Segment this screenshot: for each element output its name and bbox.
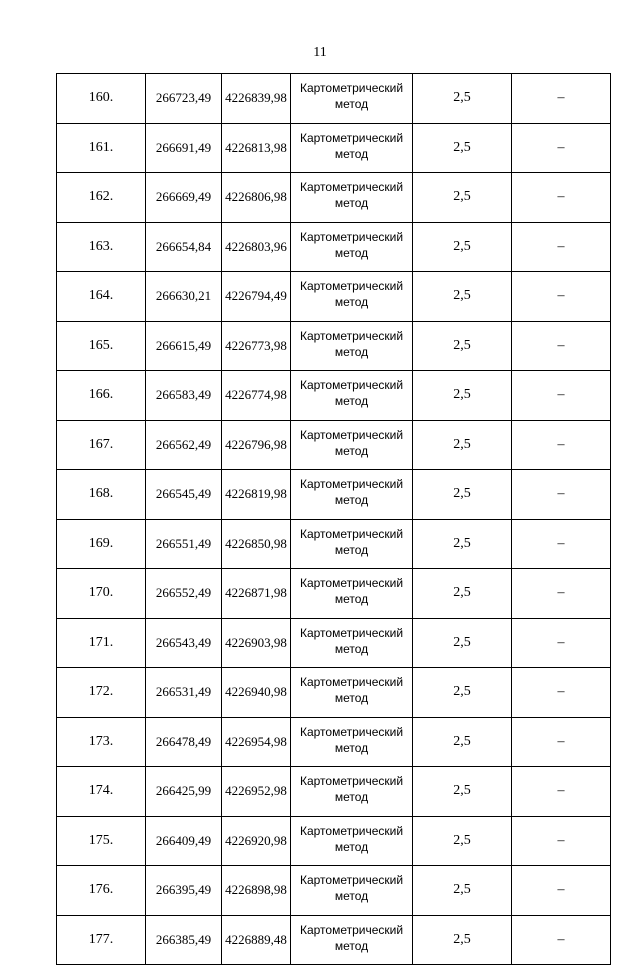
accuracy-cell: 2,5 bbox=[413, 371, 512, 421]
coordinate-x-cell: 266669,49 bbox=[146, 173, 222, 223]
description-cell: – bbox=[512, 74, 611, 124]
accuracy-cell: 2,5 bbox=[413, 74, 512, 124]
method-line-2: метод bbox=[334, 394, 369, 408]
table-row bbox=[57, 519, 611, 569]
method-line-2: метод bbox=[334, 691, 369, 705]
method-line-1: Картометрический bbox=[299, 873, 404, 887]
method-cell bbox=[291, 767, 413, 817]
method-line-2: метод bbox=[334, 493, 369, 507]
point-number-cell: 176. bbox=[57, 866, 146, 916]
method-line-1: Картометрический bbox=[299, 279, 404, 293]
method-line-1: Картометрический bbox=[299, 180, 404, 194]
accuracy-cell: 2,5 bbox=[413, 173, 512, 223]
point-number-cell: 169. bbox=[57, 519, 146, 569]
description-cell: – bbox=[512, 767, 611, 817]
accuracy-cell: 2,5 bbox=[413, 866, 512, 916]
accuracy-cell: 2,5 bbox=[413, 321, 512, 371]
description-cell: – bbox=[512, 866, 611, 916]
method-cell bbox=[291, 915, 413, 965]
point-number-cell: 167. bbox=[57, 420, 146, 470]
point-number-cell: 166. bbox=[57, 371, 146, 421]
coordinate-y-cell: 4226839,98 bbox=[222, 74, 291, 124]
accuracy-cell: 2,5 bbox=[413, 222, 512, 272]
method-cell bbox=[291, 519, 413, 569]
table-row bbox=[57, 569, 611, 619]
point-number-cell: 168. bbox=[57, 470, 146, 520]
coordinate-y-cell: 4226774,98 bbox=[222, 371, 291, 421]
method-cell bbox=[291, 272, 413, 322]
method-line-2: метод bbox=[334, 344, 369, 359]
description-cell: – bbox=[512, 519, 611, 569]
method-line-2: метод bbox=[334, 938, 369, 953]
description-cell: – bbox=[512, 717, 611, 767]
table-row bbox=[57, 123, 611, 173]
accuracy-cell: 2,5 bbox=[413, 767, 512, 817]
point-number-cell: 173. bbox=[57, 717, 146, 767]
method-line-1: Картометрический bbox=[299, 576, 404, 590]
method-line-2: метод bbox=[334, 245, 369, 260]
accuracy-cell: 2,5 bbox=[413, 123, 512, 173]
method-line-1: Картометрический bbox=[299, 774, 404, 788]
method-line-2: метод bbox=[334, 196, 369, 210]
coordinate-y-cell: 4226813,98 bbox=[222, 123, 291, 173]
point-number-cell: 160. bbox=[57, 74, 146, 124]
table-row bbox=[57, 371, 611, 421]
method-cell bbox=[291, 222, 413, 272]
description-cell: – bbox=[512, 321, 611, 371]
method-cell bbox=[291, 470, 413, 520]
method-line-1: Картометрический bbox=[299, 378, 404, 392]
method-line-1: Картометрический bbox=[299, 625, 404, 640]
coordinate-y-cell: 4226806,98 bbox=[222, 173, 291, 223]
method-cell bbox=[291, 816, 413, 866]
coordinate-x-cell: 266545,49 bbox=[146, 470, 222, 520]
coordinate-y-cell: 4226952,98 bbox=[222, 767, 291, 817]
method-line-2: метод bbox=[334, 592, 369, 606]
point-number-cell: 171. bbox=[57, 618, 146, 668]
method-line-2: метод bbox=[334, 740, 369, 755]
point-number-cell: 170. bbox=[57, 569, 146, 619]
description-cell: – bbox=[512, 470, 611, 520]
point-number-cell: 163. bbox=[57, 222, 146, 272]
description-cell: – bbox=[512, 668, 611, 718]
coordinate-y-cell: 4226794,49 bbox=[222, 272, 291, 322]
coordinate-x-cell: 266395,49 bbox=[146, 866, 222, 916]
method-cell bbox=[291, 618, 413, 668]
method-cell bbox=[291, 420, 413, 470]
method-cell bbox=[291, 569, 413, 619]
method-cell bbox=[291, 668, 413, 718]
method-line-1: Картометрический bbox=[299, 130, 404, 145]
description-cell: – bbox=[512, 420, 611, 470]
method-line-2: метод bbox=[334, 542, 369, 557]
coordinate-x-cell: 266409,49 bbox=[146, 816, 222, 866]
coordinate-y-cell: 4226803,96 bbox=[222, 222, 291, 272]
table-row bbox=[57, 866, 611, 916]
coordinate-x-cell: 266691,49 bbox=[146, 123, 222, 173]
point-number-cell: 161. bbox=[57, 123, 146, 173]
description-cell: – bbox=[512, 173, 611, 223]
coordinate-y-cell: 4226796,98 bbox=[222, 420, 291, 470]
accuracy-cell: 2,5 bbox=[413, 618, 512, 668]
method-line-2: метод bbox=[334, 443, 369, 458]
table-row bbox=[57, 272, 611, 322]
method-line-1: Картометрический bbox=[299, 477, 404, 491]
coordinate-x-cell: 266562,49 bbox=[146, 420, 222, 470]
method-cell bbox=[291, 717, 413, 767]
coordinate-x-cell: 266654,84 bbox=[146, 222, 222, 272]
coordinate-y-cell: 4226889,48 bbox=[222, 915, 291, 965]
method-line-2: метод bbox=[334, 146, 369, 161]
method-cell bbox=[291, 123, 413, 173]
point-number-cell: 162. bbox=[57, 173, 146, 223]
table-row bbox=[57, 816, 611, 866]
method-line-1: Картометрический bbox=[299, 229, 404, 244]
coordinates-table-body bbox=[57, 74, 611, 965]
point-number-cell: 175. bbox=[57, 816, 146, 866]
coordinate-x-cell: 266551,49 bbox=[146, 519, 222, 569]
coordinate-x-cell: 266425,99 bbox=[146, 767, 222, 817]
method-line-2: метод bbox=[334, 641, 369, 656]
method-cell bbox=[291, 173, 413, 223]
accuracy-cell: 2,5 bbox=[413, 272, 512, 322]
coordinate-x-cell: 266543,49 bbox=[146, 618, 222, 668]
coordinate-y-cell: 4226903,98 bbox=[222, 618, 291, 668]
coordinate-y-cell: 4226773,98 bbox=[222, 321, 291, 371]
coordinate-x-cell: 266615,49 bbox=[146, 321, 222, 371]
coordinate-x-cell: 266531,49 bbox=[146, 668, 222, 718]
page-number: 11 bbox=[313, 45, 327, 60]
table-row bbox=[57, 173, 611, 223]
accuracy-cell: 2,5 bbox=[413, 915, 512, 965]
coordinate-x-cell: 266478,49 bbox=[146, 717, 222, 767]
method-line-2: метод bbox=[334, 295, 369, 309]
description-cell: – bbox=[512, 222, 611, 272]
coordinate-x-cell: 266723,49 bbox=[146, 74, 222, 124]
point-number-cell: 165. bbox=[57, 321, 146, 371]
method-line-1: Картометрический bbox=[299, 724, 404, 739]
table-row bbox=[57, 915, 611, 965]
coordinate-x-cell: 266552,49 bbox=[146, 569, 222, 619]
method-line-1: Картометрический bbox=[299, 823, 404, 838]
method-line-1: Картометрический bbox=[299, 427, 404, 442]
method-line-1: Картометрический bbox=[299, 328, 404, 343]
point-number-cell: 177. bbox=[57, 915, 146, 965]
method-line-1: Картометрический bbox=[299, 922, 404, 937]
method-line-1: Картометрический bbox=[299, 675, 404, 689]
coordinate-x-cell: 266630,21 bbox=[146, 272, 222, 322]
coordinate-y-cell: 4226920,98 bbox=[222, 816, 291, 866]
description-cell: – bbox=[512, 123, 611, 173]
table-row bbox=[57, 618, 611, 668]
accuracy-cell: 2,5 bbox=[413, 717, 512, 767]
method-cell bbox=[291, 866, 413, 916]
accuracy-cell: 2,5 bbox=[413, 420, 512, 470]
table-row bbox=[57, 717, 611, 767]
method-line-2: метод bbox=[334, 839, 369, 854]
description-cell: – bbox=[512, 371, 611, 421]
coordinate-y-cell: 4226954,98 bbox=[222, 717, 291, 767]
coordinates-table bbox=[56, 73, 611, 965]
description-cell: – bbox=[512, 915, 611, 965]
method-line-1: Картометрический bbox=[299, 526, 404, 541]
coordinate-y-cell: 4226898,98 bbox=[222, 866, 291, 916]
method-line-2: метод bbox=[334, 790, 369, 804]
accuracy-cell: 2,5 bbox=[413, 470, 512, 520]
table-row bbox=[57, 222, 611, 272]
accuracy-cell: 2,5 bbox=[413, 816, 512, 866]
method-cell bbox=[291, 371, 413, 421]
description-cell: – bbox=[512, 816, 611, 866]
coordinate-x-cell: 266385,49 bbox=[146, 915, 222, 965]
description-cell: – bbox=[512, 272, 611, 322]
coordinate-y-cell: 4226871,98 bbox=[222, 569, 291, 619]
coordinate-y-cell: 4226819,98 bbox=[222, 470, 291, 520]
method-line-1: Картометрический bbox=[299, 81, 404, 95]
accuracy-cell: 2,5 bbox=[413, 519, 512, 569]
description-cell: – bbox=[512, 618, 611, 668]
method-line-2: метод bbox=[334, 889, 369, 903]
table-row bbox=[57, 420, 611, 470]
coordinate-x-cell: 266583,49 bbox=[146, 371, 222, 421]
table-row bbox=[57, 668, 611, 718]
table-row bbox=[57, 74, 611, 124]
accuracy-cell: 2,5 bbox=[413, 569, 512, 619]
description-cell: – bbox=[512, 569, 611, 619]
point-number-cell: 174. bbox=[57, 767, 146, 817]
accuracy-cell: 2,5 bbox=[413, 668, 512, 718]
table-row bbox=[57, 767, 611, 817]
method-cell bbox=[291, 74, 413, 124]
coordinate-y-cell: 4226850,98 bbox=[222, 519, 291, 569]
coordinate-y-cell: 4226940,98 bbox=[222, 668, 291, 718]
table-row bbox=[57, 321, 611, 371]
method-line-2: метод bbox=[334, 97, 369, 111]
point-number-cell: 164. bbox=[57, 272, 146, 322]
table-row bbox=[57, 470, 611, 520]
method-cell bbox=[291, 321, 413, 371]
point-number-cell: 172. bbox=[57, 668, 146, 718]
